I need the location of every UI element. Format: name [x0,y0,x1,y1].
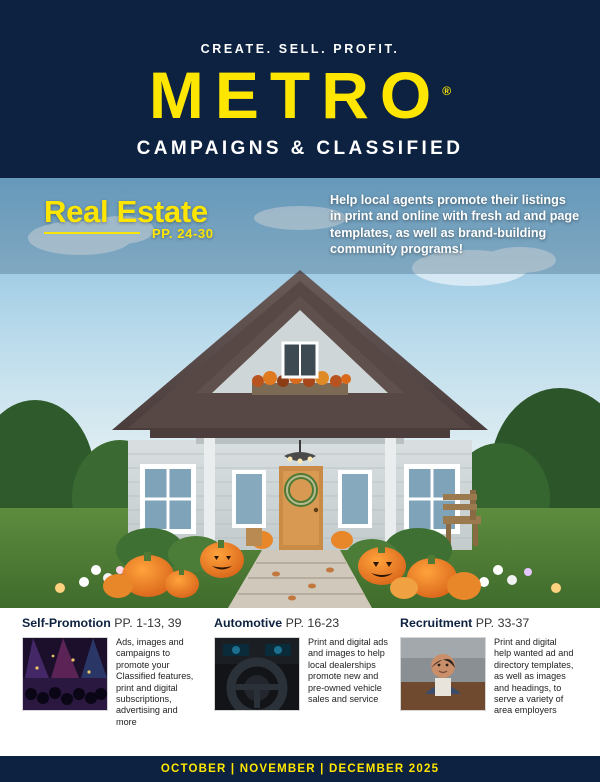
promo-pages: PP. 16-23 [285,616,340,630]
hero-title: Real Estate [44,194,208,229]
promo-heading [214,616,390,631]
promo-title: Automotive [214,616,283,630]
promo-description: Print and digital ads and images to help local dealerships promote new and pre-owned vehicle sales and service [308,637,388,705]
promo-description: Print and digital help wanted ad and directory templates, as well as images and headings, to serve a variety of area employers [494,637,574,716]
promo-title: Recruitment [400,616,473,630]
promo-card-recruitment[interactable] [400,616,576,717]
promo-card-automotive[interactable] [214,616,390,711]
issue-date: OCTOBER | NOVEMBER | DECEMBER 2025 [160,763,440,775]
hero-pages: PP. 24-30 [152,226,214,241]
brand-title: METRO [148,58,443,132]
promo-card-self-promotion[interactable] [22,616,198,728]
promo-section [0,608,600,756]
brand-subtitle: CAMPAIGNS & CLASSIFIED [136,138,464,159]
footer-bar [0,756,600,782]
promo-thumbnail-recruitment [400,637,486,711]
promo-thumbnail-automotive [214,637,300,711]
promo-pages: PP. 1-13, 39 [114,616,182,630]
promo-description: Ads, images and campaigns to promote your Classified features, print and digital subscriptions, advertising and more [116,637,194,727]
brand-logo [0,58,600,132]
promo-thumbnail-self-promotion [22,637,108,711]
promo-pages: PP. 33-37 [475,616,530,630]
hero-section [0,178,600,608]
hero-divider [44,232,140,234]
hero-description: Help local agents promote their listings in print and online with fresh ad and page templates, as well as brand-building community programs! [330,193,580,257]
promo-title: Self-Promotion [22,616,111,630]
promo-heading [400,616,576,631]
tagline: CREATE. SELL. PROFIT. [200,42,400,56]
registered-mark-icon: ® [442,84,452,98]
promo-heading [22,616,198,631]
masthead [0,0,600,178]
